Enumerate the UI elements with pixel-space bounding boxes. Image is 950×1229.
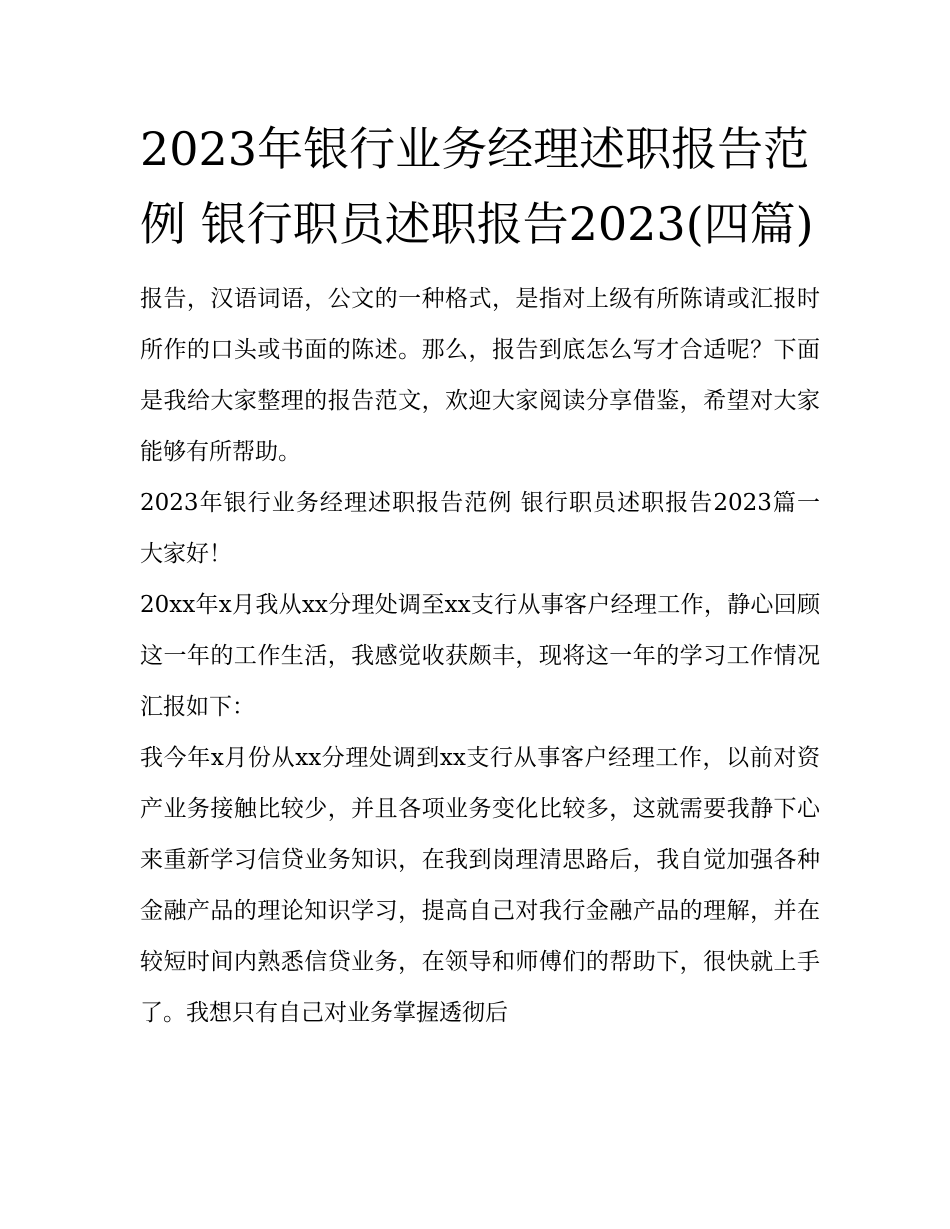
- document-title: 2023年银行业务经理述职报告范例 银行职员述职报告2023(四篇): [140, 122, 814, 251]
- paragraph-section-heading: 2023年银行业务经理述职报告范例 银行职员述职报告2023篇一 大家好！: [140, 490, 820, 567]
- paragraph-body: 我今年x月份从xx分理处调到xx支行从事客户经理工作，以前对资产业务接触比较少，并且各项业务变化比较多，这就需要我静下心来重新学习信贷业务知识，在我到岗理清思路后，我自觉加强各种金融产品的理论知识学习，提高自己对我行金融产品的理解，并在较短时间内熟悉信贷业务，在领导和师傅们的帮助下，很快就上手了。我想只有自己对业务掌握透彻后: [140, 745, 820, 1026]
- document-body: [140, 112, 820, 1039]
- paragraph-intro: 报告，汉语词语，公文的一种格式，是指对上级有所陈请或汇报时所作的口头或书面的陈述。那么，报告到底怎么写才合适呢？下面是我给大家整理的报告范文，欢迎大家阅读分享借鉴，希望对大家能够有所帮助。: [140, 286, 820, 465]
- paragraph-opening: 20xx年x月我从xx分理处调至xx支行从事客户经理工作，静心回顾这一年的工作生活，我感觉收获颇丰，现将这一年的学习工作情况汇报如下：: [140, 592, 820, 720]
